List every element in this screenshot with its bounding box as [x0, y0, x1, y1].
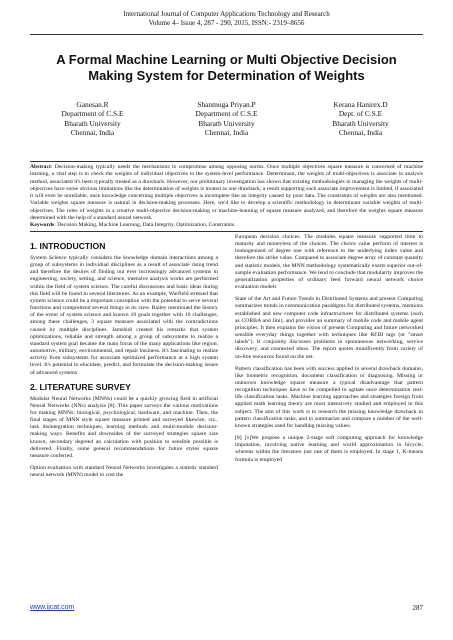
section-heading-literature-survey: 2. LITERATURE SURVEY [30, 381, 131, 392]
author-name: Kerana Hanirex.D [333, 100, 388, 109]
abstract-block [30, 164, 423, 230]
author-name: Shanmuga Priyan.P [197, 100, 256, 109]
author-univ: Bharath University [64, 118, 121, 128]
survey-paragraph-2: Option evaluation with standard Neural Networks investigates a statistic standard neural network (MNN) model to cost the [30, 465, 218, 479]
keywords-text: : Decision Making, Machine Learning, Data Integrity, Optimization, Constraints. [54, 222, 236, 229]
author-dept: Department of C.S.E [195, 109, 258, 119]
author-name: Ganesan.R [76, 100, 109, 109]
journal-volume: Volume 4– Issue 4, 287 - 290, 2015, ISSN:- 2319–8656 [148, 19, 305, 27]
section-heading-introduction: 1. INTRODUCTION [30, 241, 106, 251]
author-univ: Bharath University [198, 118, 255, 128]
author-1 [30, 100, 155, 138]
header-rule [30, 34, 423, 35]
footer-page-number: 287 [412, 604, 423, 612]
left-column [30, 237, 218, 484]
journal-name: International Journal of Computer Applications Technology and Research [123, 10, 330, 18]
author-city: Chennai, India [204, 128, 249, 138]
intro-paragraph: System Science typically considers the knowledge domain interactions among a group of subsystems in individual disciplines as a result of associate rising trend and therefore the desires of finding out ever increasingly advanced systems in engineering, society, setting, and science, intensive analysis works are performed within the field of system science. The careful discussions and basic ideas during this field will be found in several literatures. As an example, Warfield stressed that system science could be a important conception with the potential to serve several functions and comprehend several things in its view. Bailey mentioned the history of the event of system science and known 10 goals together with 10 challenges; among these challenges, 3 square measure associated with the contradictions caused by multiple disciplines. Jamshidi created his remarks that system optimizations, reliable and strength among a group of subsystems to realize a standard system goal became the main focus of the many applications like region, automotive, military, environmental, and repair business. It's fascinating to realize activity from subsystems for associate optimized performance at a high system level. It's potential to elucidate, predict, and formulate the decision-making issues of advanced systems [30, 255, 218, 376]
right-paragraph-3: Pattern classification has been with success applied in several drawback domains, like biometric recognition, document classification or diagnosing. Missing or unknown knowledge square measure a typical disadvantage that pattern recognition techniques have to be compelled to agitate once determination real-life classification tasks. Machine learning approaches and strategies foreign from applied math learning theory are most intensively studied and employed in this subject. The aim of this work is to research the missing knowledge drawback in pattern classification tasks, and to summarize and compare a number of the well-known strategies used for handling missing values. [235, 365, 423, 429]
author-3 [298, 100, 423, 138]
right-column [235, 234, 423, 469]
right-paragraph-4: [8] [1]We propose a unique 2-stage soft computing approach for knowledge imputation, involving native learning and world approximation in bicycle, whereas within the literature just one of them is employed. In stage 1, K-means formula is employed [235, 435, 423, 463]
abstract-label: Abstract [30, 164, 51, 170]
author-dept: Department of C.S.E [61, 109, 124, 119]
author-block [30, 100, 423, 138]
abstract-paragraph [30, 164, 423, 222]
author-univ: Bharath University [332, 118, 389, 128]
abstract-bottom-rule [30, 231, 423, 232]
author-dept: Dept. of C.S.E [338, 109, 383, 119]
survey-paragraph-1: Modular Neural Networks (MNNs) could be a quickly growing field in artificial Neural Networks (NNs) analysis [8]. This paper surveys the various motivations for making MNNs: biological, psychological, hardware, and machine. Then, the final stages of MNN style square measure printed and surveyed likewise, viz., task disintegration techniques, learning methods and multi-module decision-making ways. Benefits and downsides of the surveyed strategies square size known, secondary degreed an calculation with position to sensible possible is delivered. Finally, some general recommendations for future styles square measure conferred. [30, 395, 218, 459]
abstract-text: : Decision-making typically needs the mechanisms to compromise among opposing norms. Once multiple objectives square measure is concerned of machine learning, a vital step is to check the weights of individual objectives to the system-level performance. Determinant, the weights of multi-objectives is associate in analysis method, associated it's been typically treated as a drawback. However, our preliminary investigation has shown that existing methodologies in managing the weights of multi-objectives have some obvious limitations like the determination of weights is treated as one drawback, a result supporting such associate improvement is limited, if associated it will even be unreliable, once knowledge concerning multiple objectives is incomplete like an integrity caused by poor data. The constraints of weights are also mentioned. Variable weights square measure is natural in decision-making processes. Here, we'd like to develop a scientific methodology in determinant variable weights of multi-objectives. The roles of weights in a creative multi-objective decision-making or machine-learning of square measure analyzed, and therefore the weights square measure determined with the help of a standard neural network. [30, 164, 423, 222]
abstract-top-rule [30, 161, 423, 162]
keywords-paragraph [30, 222, 423, 229]
right-paragraph-1: European decision choices. The modules square measure supported time to maturity and moneyless of the choices. The choice value perform of interest is homogenized of degree one with reference to the underlying index value and therefore the strike value. Compared to associate degree array of constant quantity and statistic models, the MNN methodology systematically exerts superior out-of-sample evaluation performance. We tend to conclude that modularity improves the generalization properties of ordinary feed forward neural network choice evaluation models [235, 234, 423, 291]
author-2 [164, 100, 289, 138]
paper-title: A Formal Machine Learning or Multi Objective Decision Making System for Determination of Weights [56, 52, 397, 83]
author-city: Chennai, India [70, 128, 115, 138]
footer-site-link[interactable]: www.ijcat.com [30, 604, 75, 611]
right-paragraph-2: State of the Art and Future Trends in Distributed Systems and present Computing summarizes trends in communication paradigms for distributed systems, mentions established and new computer code infrastructures for distributed systems (such as CORBA and Jini), and provides an summary of mobile code and mobile agent principles. It then explains the vision of present Computing and future networked sensible everyday things together with techniques like RFID tags (or "smart labels"). It conjointly discusses problems in spontaneous networking, service discovery, and connected ideas. The report quotes munificently from variety of on-line resources found on the net. [235, 296, 423, 360]
journal-header [0, 10, 453, 28]
author-city: Chennai, India [338, 128, 383, 138]
keywords-label: Keywords [30, 222, 55, 229]
